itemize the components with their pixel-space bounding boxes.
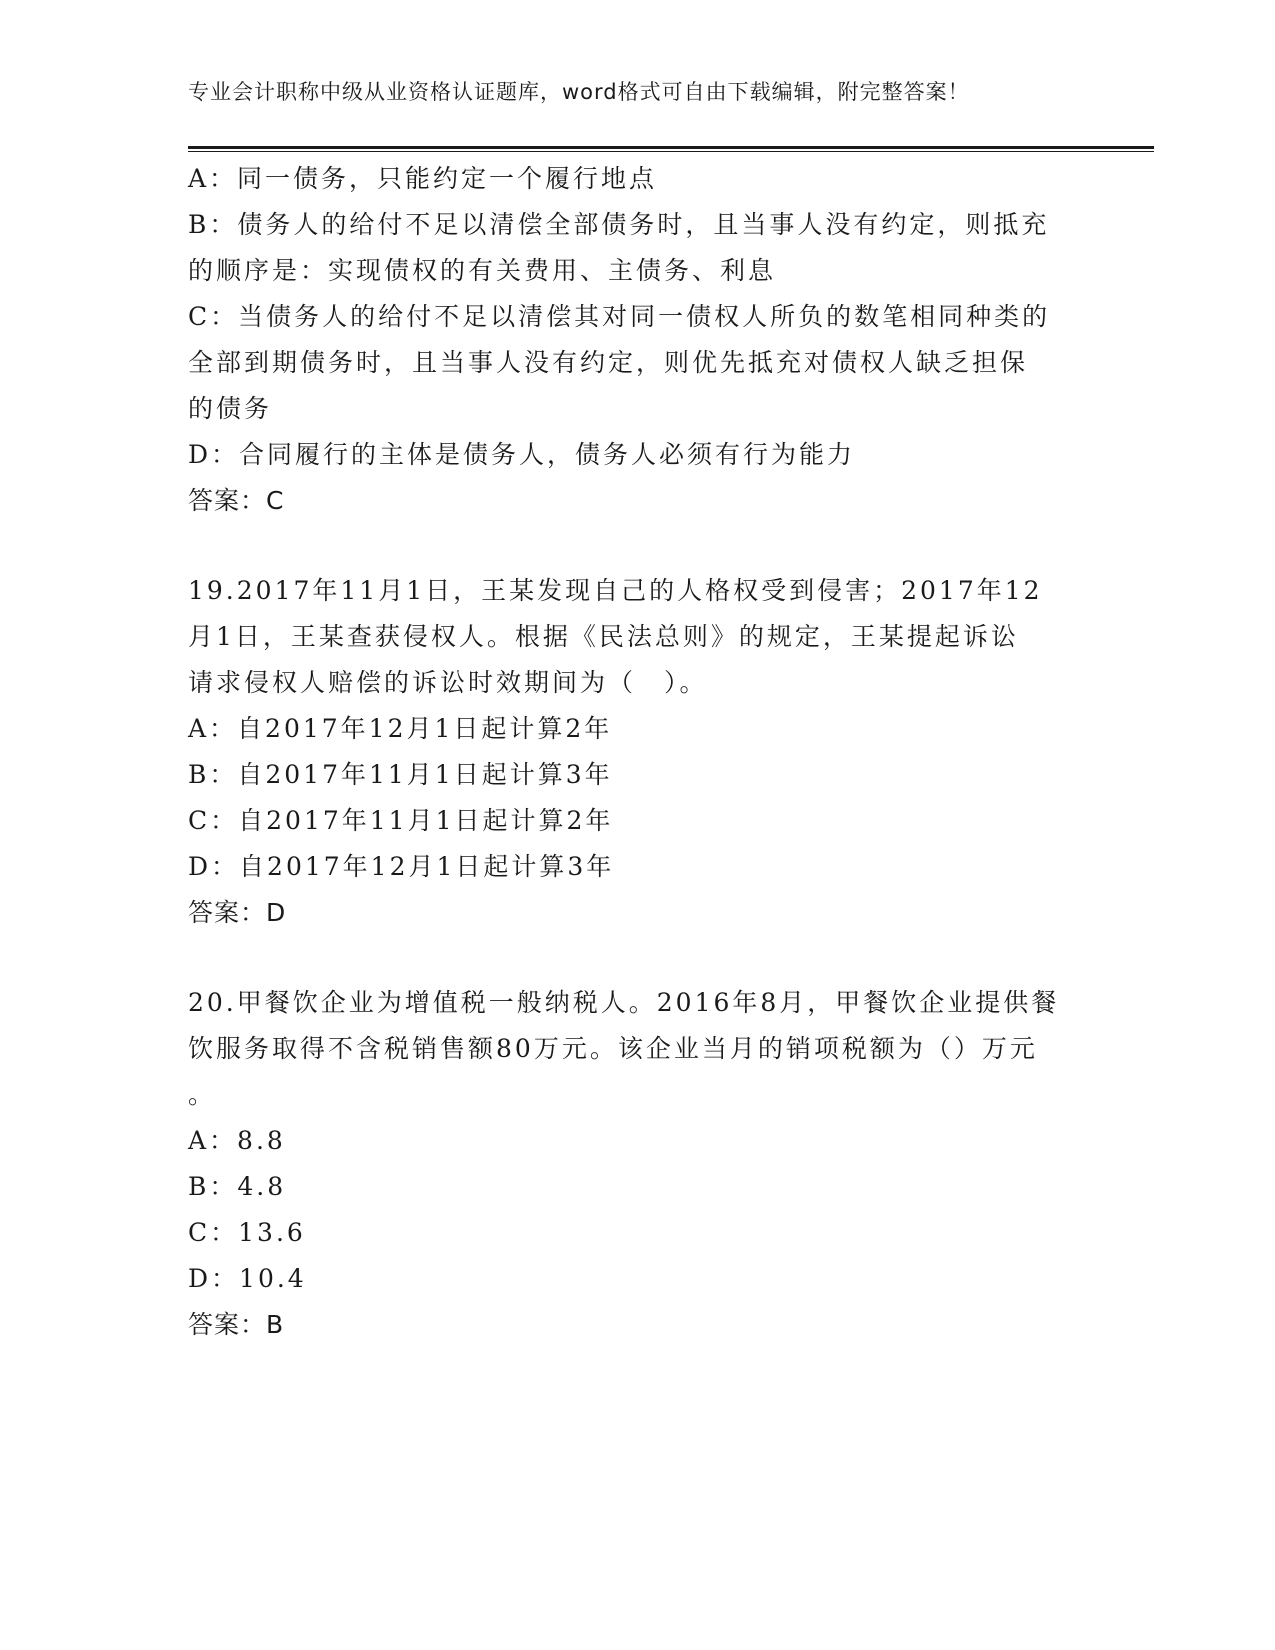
question-stem: 20.甲餐饮企业为增值税一般纳税人。2016年8月，甲餐饮企业提供餐 (188, 988, 1060, 1017)
option-d: D：自2017年12月1日起计算3年 (188, 852, 615, 881)
page-header: 专业会计职称中级从业资格认证题库，word格式可自由下载编辑，附完整答案！ (188, 80, 970, 104)
option-d: D：合同履行的主体是债务人，债务人必须有行为能力 (188, 440, 856, 469)
document-body (188, 156, 1088, 1348)
question-stem: 19.2017年11月1日，王某发现自己的人格权受到侵害；2017年12 (188, 576, 1043, 605)
question-19 (188, 568, 1088, 936)
option-a: A：8.8 (188, 1126, 286, 1155)
option-b: B：4.8 (188, 1172, 287, 1201)
option-b-continued: 的顺序是：实现债权的有关费用、主债务、利息 (188, 256, 777, 285)
header-rule-thin (188, 151, 1154, 152)
answer: 答案：C (188, 486, 285, 515)
option-b: B：债务人的给付不足以清偿全部债务时，且当事人没有约定，则抵充 (188, 210, 1050, 239)
question-stem: 。 (188, 1080, 217, 1109)
option-c: C：自2017年11月1日起计算2年 (188, 806, 614, 835)
spacer (188, 936, 1088, 980)
option-b: B：自2017年11月1日起计算3年 (188, 760, 613, 789)
option-c-continued: 的债务 (188, 394, 273, 423)
answer: 答案：B (188, 1310, 285, 1339)
question-stem: 饮服务取得不含税销售额80万元。该企业当月的销项税额为（）万元 (188, 1034, 1038, 1063)
option-a: A：同一债务，只能约定一个履行地点 (188, 164, 658, 193)
option-c: C：当债务人的给付不足以清偿其对同一债权人所负的数笔相同种类的 (188, 302, 1051, 331)
answer: 答案：D (188, 898, 287, 927)
question-18 (188, 156, 1088, 524)
question-20 (188, 980, 1088, 1348)
spacer (188, 524, 1088, 568)
question-stem: 月1日，王某查获侵权人。根据《民法总则》的规定，王某提起诉讼 (188, 622, 1019, 651)
question-stem: 请求侵权人赔偿的诉讼时效期间为（ ）。 (188, 668, 708, 697)
option-c: C：13.6 (188, 1218, 306, 1247)
option-a: A：自2017年12月1日起计算2年 (188, 714, 613, 743)
option-d: D：10.4 (188, 1264, 307, 1293)
header-rule-thick (188, 146, 1154, 149)
option-c-continued: 全部到期债务时，且当事人没有约定，则优先抵充对债权人缺乏担保 (188, 348, 1029, 377)
